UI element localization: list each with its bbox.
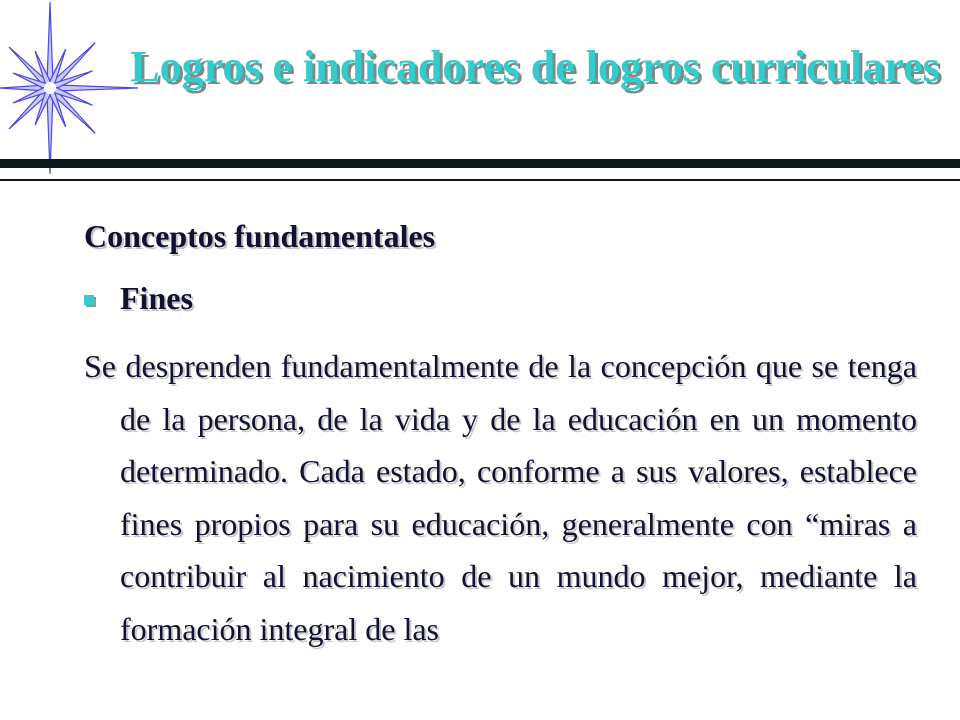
square-bullet-icon xyxy=(84,295,94,305)
bullet-label: Fines xyxy=(120,280,193,316)
title-divider-thin xyxy=(0,179,960,181)
title-divider-thick xyxy=(0,159,960,168)
body-paragraph: Se desprenden fundamentalmente de la concepción que se tenga de la persona, de la vida y de la educación en un momento determinado. Cada estado, conforme a sus valores, establece fines propios para su educación, generalmente con “miras a contribuir al nacimiento de un mundo mejor, mediante la formación integral de las xyxy=(84,348,917,647)
section-heading: Conceptos fundamentales xyxy=(84,218,436,254)
slide-title: Logros e indicadores de logros curriculares xyxy=(130,42,940,91)
